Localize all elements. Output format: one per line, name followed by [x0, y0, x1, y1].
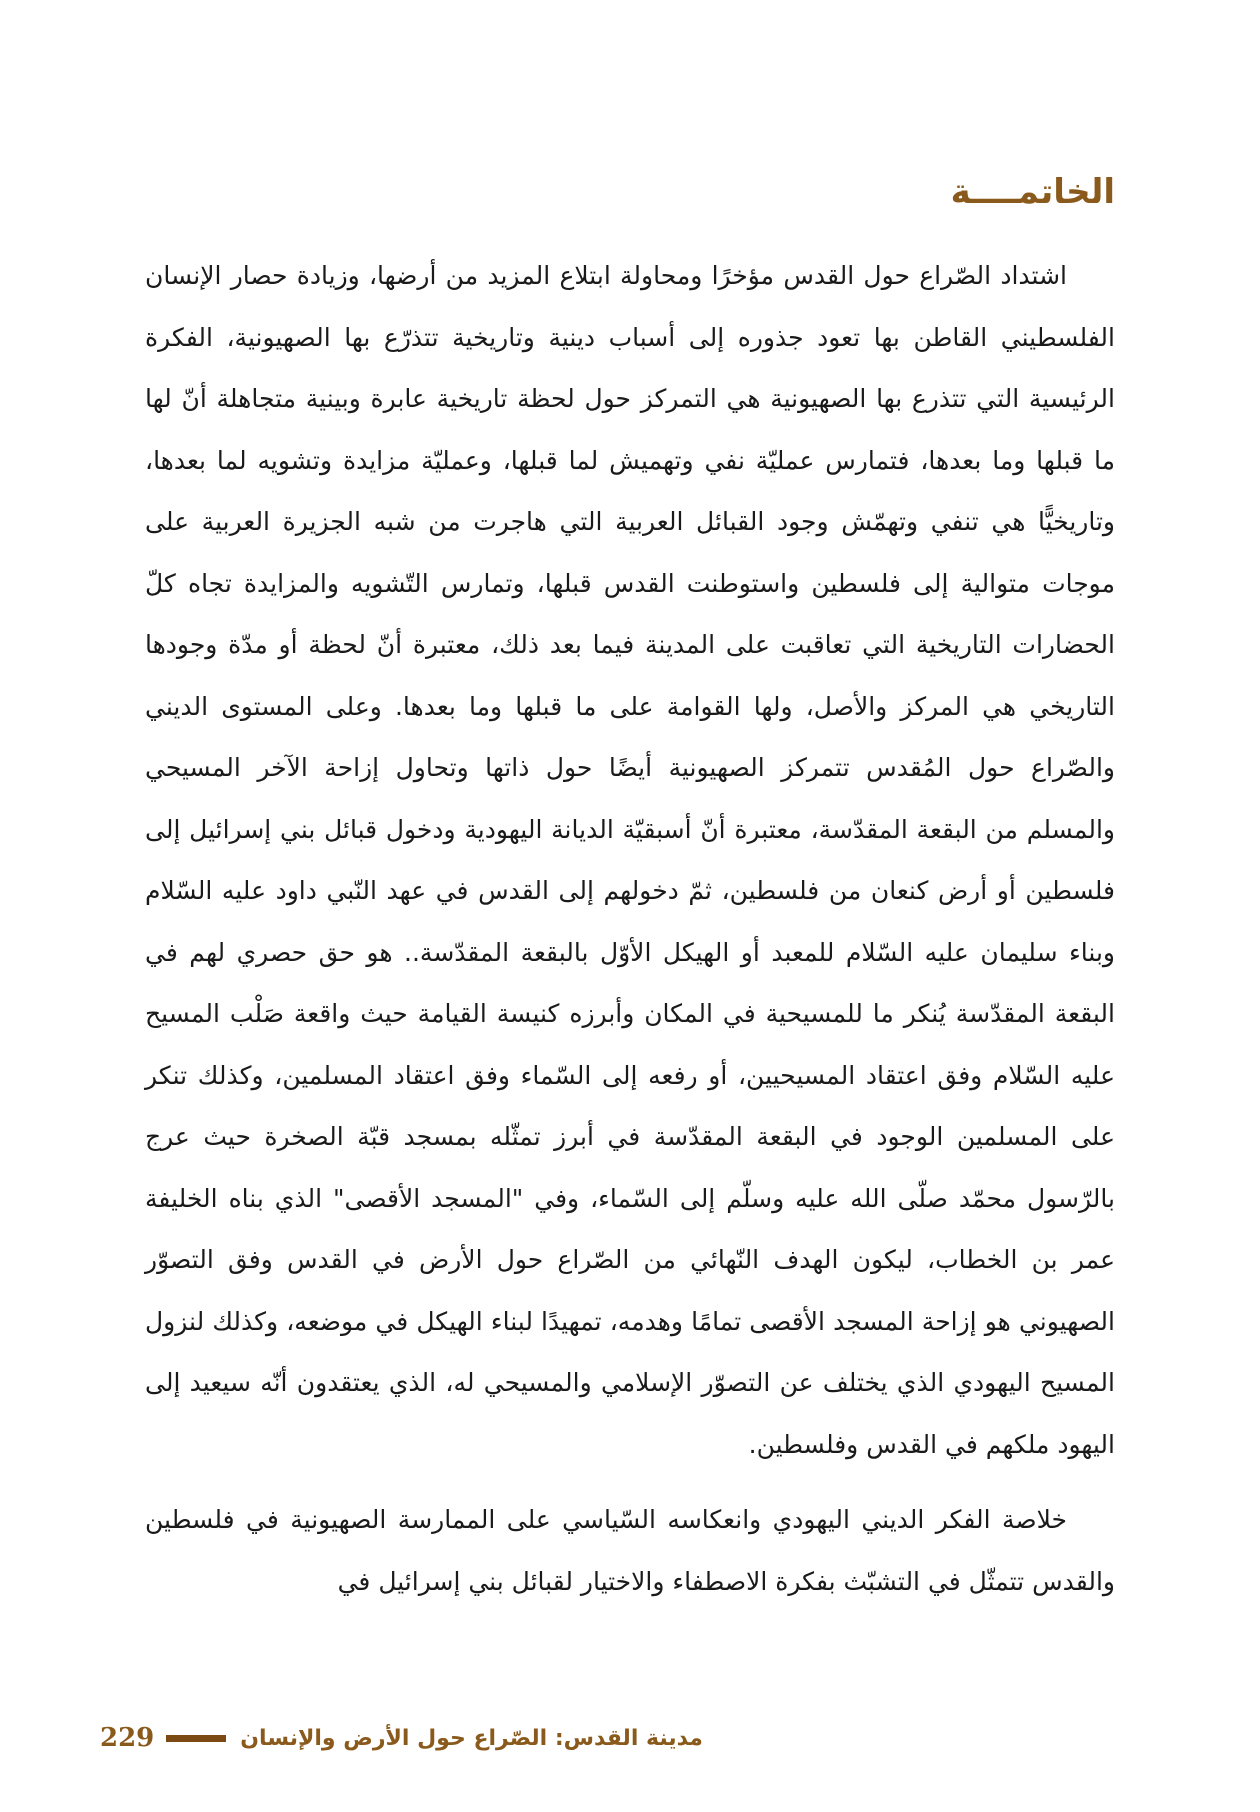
section-title: الخاتمــــة	[950, 172, 1115, 212]
running-title: مدينة القدس: الصّراع حول الأرض والإنسان	[240, 1725, 703, 1751]
paragraph-2: خلاصة الفكر الديني اليهودي وانعكاسه السّياسي على الممارسة الصهيونية في فلسطين والقدس تتمثّل في التشبّث بفكرة الاصطفاء والاختيار لقبائل بني إسرائيل في	[145, 1505, 1115, 1596]
page-footer	[100, 1718, 1115, 1758]
body-text	[145, 245, 1115, 1626]
page-number: 229	[100, 1723, 155, 1753]
paragraph-1: اشتداد الصّراع حول القدس مؤخرًا ومحاولة ابتلاع المزيد من أرضها، وزيادة حصار الإنسان الفلسطيني القاطن بها تعود جذوره إلى أسباب دينية وتاريخية تتذرّع بها الصهيونية، الفكرة الرئيسية التي تتذرع بها الصهيونية هي التمركز حول لحظة تاريخية عابرة وبينية متجاهلة أنّ لها ما قبلها وما بعدها، فتمارس عمليّة نفي وتهميش لما قبلها، وعمليّة مزايدة وتشويه لما بعدها، وتاريخيًّا هي تنفي وتهمّش وجود القبائل العربية التي هاجرت من شبه الجزيرة العربية على موجات متوالية إلى فلسطين واستوطنت القدس قبلها، وتمارس التّشويه والمزايدة تجاه كلّ الحضارات التاريخية التي تعاقبت على المدينة فيما بعد ذلك، معتبرة أنّ لحظة أو مدّة وجودها التاريخي هي المركز والأصل، ولها القوامة على ما قبلها وما بعدها. وعلى المستوى الديني والصّراع حول المُقدس تتمركز الصهيونية أيضًا حول ذاتها وتحاول إزاحة الآخر المسيحي والمسلم من البقعة المقدّسة، معتبرة أنّ أسبقيّة الديانة اليهودية ودخول قبائل بني إسرائيل إلى فلسطين أو أرض كنعان من فلسطين، ثمّ دخولهم إلى القدس في عهد النّبي داود عليه السّلام وبناء سليمان عليه السّلام للمعبد أو الهيكل الأوّل بالبقعة المقدّسة.. هو حق حصري لهم في البقعة المقدّسة يُنكر ما للمسيحية في المكان وأبرزه كنيسة القيامة حيث واقعة صَلْب المسيح عليه السّلام وفق اعتقاد المسيحيين، أو رفعه إلى السّماء وفق اعتقاد المسلمين، وكذلك تنكر على المسلمين الوجود في البقعة المقدّسة في أبرز تمثّله بمسجد قبّة الصخرة حيث عرج بالرّسول محمّد صلّى الله عليه وسلّم إلى السّماء، وفي "المسجد الأقصى" الذي بناه الخليفة عمر بن الخطاب، ليكون الهدف النّهائي من الصّراع حول الأرض في القدس وفق التصوّر الصهيوني هو إزاحة المسجد الأقصى تمامًا وهدمه، تمهيدًا لبناء الهيكل في موضعه، وكذلك لنزول المسيح اليهودي الذي يختلف عن التصوّر الإسلامي والمسيحي له، الذي يعتقدون أنّه سيعيد إلى اليهود ملكهم في القدس وفلسطين.	[145, 261, 1115, 1459]
footer-rule	[166, 1735, 226, 1742]
